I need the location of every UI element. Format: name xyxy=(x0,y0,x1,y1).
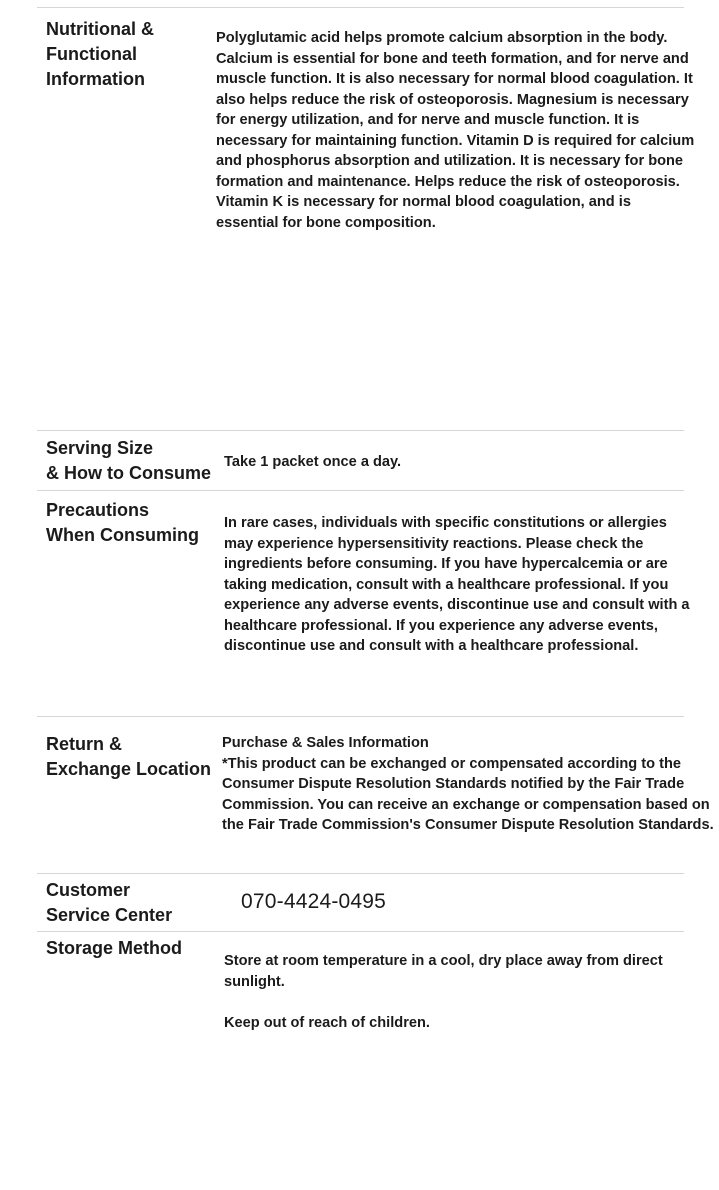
row-value-return-exchange xyxy=(222,733,714,836)
row-value-serving-size: Take 1 packet once a day. xyxy=(224,454,402,470)
purchase-sales-heading: Purchase & Sales Information xyxy=(222,735,429,751)
row-value-nutritional-info: Polyglutamic acid helps promote calcium absorption in the body. Calcium is essential for bone and teeth formation, and for nerve and muscle function. It is also necessary for normal blood coagulation. It also helps reduce the risk of osteoporosis. Magnesium is necessary for energy utilization, and for nerve and muscle function. It is necessary for maintaining function. Vitamin D is required for calcium and phosphorus absorption and utilization. It is necessary for bone formation and maintenance. Helps reduce the risk of osteoporosis. Vitamin K is necessary for normal blood coagulation, and is essential for bone composition. xyxy=(216,30,695,231)
row-value-storage-method xyxy=(224,951,664,1033)
row-label-precautions: Precautions When Consuming xyxy=(46,500,199,545)
divider xyxy=(37,716,684,717)
customer-service-phone: 070-4424-0495 xyxy=(241,890,387,913)
divider xyxy=(37,430,684,431)
top-divider xyxy=(37,7,684,8)
divider xyxy=(37,490,684,491)
divider xyxy=(37,873,684,874)
row-label-return-exchange: Return & Exchange Location xyxy=(46,734,212,779)
exchange-policy-text: *This product can be exchanged or compensated according to the Consumer Dispute Resolution Standards notified by the Fair Trade Commission. You can receive an exchange or compensation based on the Fair Trade Commission's Consumer Dispute Resolution Standards. xyxy=(222,755,714,833)
row-label-customer-service: Customer Service Center xyxy=(46,880,173,925)
row-label-storage-method: Storage Method xyxy=(46,938,183,958)
storage-note: Keep out of reach of children. xyxy=(224,1014,430,1031)
row-label-nutritional-info: Nutritional & Functional Information xyxy=(46,19,154,89)
row-label-serving-size: Serving Size & How to Consume xyxy=(46,438,211,483)
storage-instructions: Store at room temperature in a cool, dry place away from direct sunlight. xyxy=(224,953,663,990)
divider xyxy=(37,931,684,932)
row-value-precautions: In rare cases, individuals with specific constitutions or allergies may experience hypersensitivity reactions. Please check the ingredients before consuming. If you have hypercalcemia or are taking medication, consult with a healthcare professional. If you experience any adverse events, discontinue use and consult with a healthcare professional. If you experience any adverse events, discontinue use and consult with a healthcare professional. xyxy=(224,515,690,654)
